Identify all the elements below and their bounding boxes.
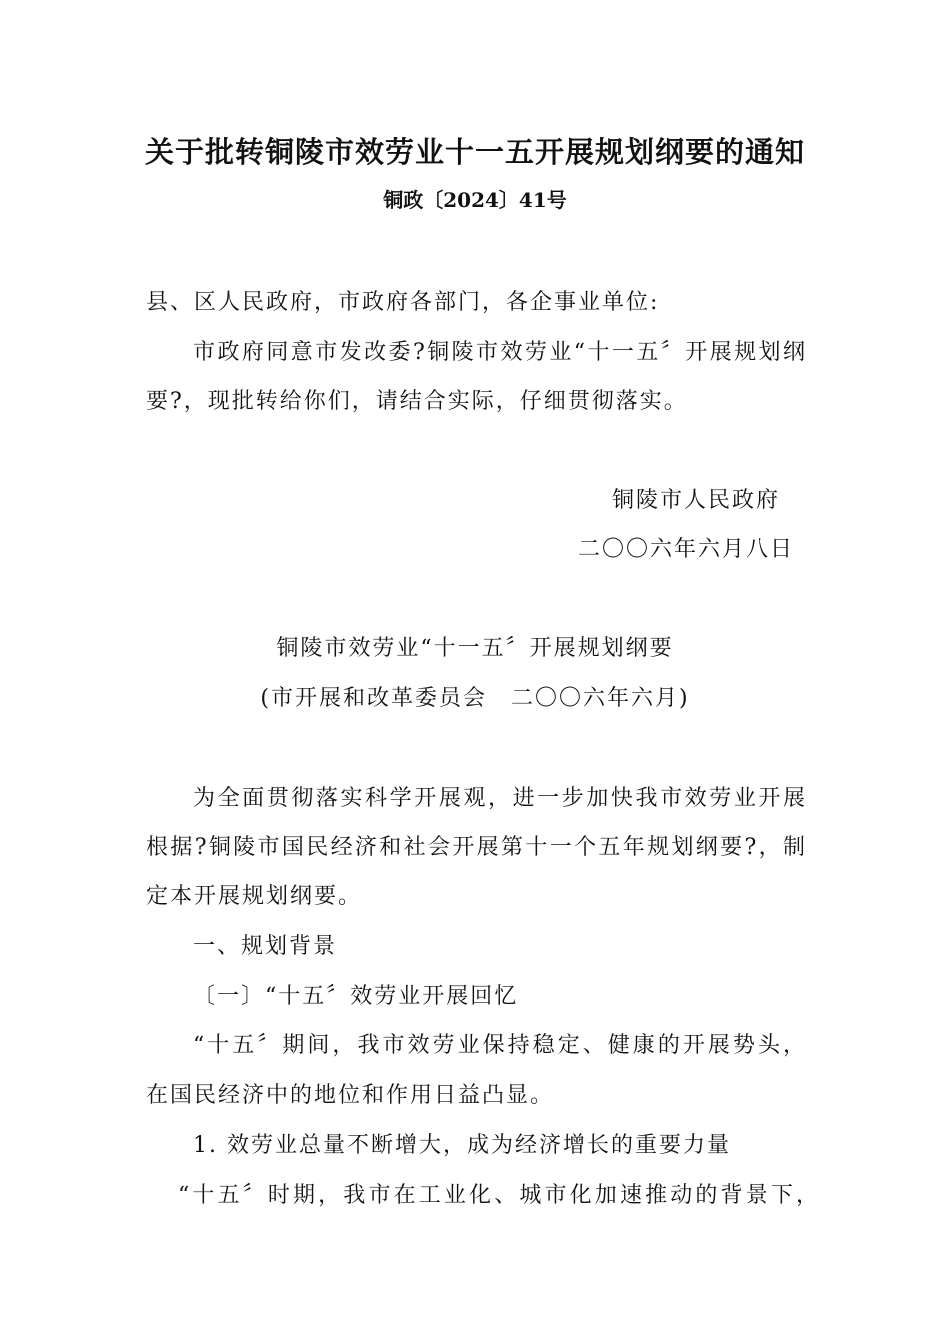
salutation: 县、区人民政府，市政府各部门，各企事业单位: — [146, 290, 660, 315]
signature-date: 二〇〇六年六月八日 — [578, 537, 795, 562]
document-number: 铜政〔2024〕41号 — [383, 188, 567, 212]
intro-line-3: 定本开展规划纲要。 — [146, 884, 363, 909]
intro-line-2: 根据?铜陵市国民经济和社会开展第十一个五年规划纲要?，制 — [146, 835, 805, 860]
notice-body-line-1: 市政府同意市发改委?铜陵市效劳业“十一五〞开展规划纲 — [193, 340, 805, 365]
paragraph-1-line-2: 在国民经济中的地位和作用日益凸显。 — [146, 1083, 555, 1108]
plan-title: 铜陵市效劳业“十一五〞开展规划纲要 — [276, 636, 674, 661]
paragraph-1-line-1: “十五〞期间，我市效劳业保持稳定、健康的开展势头， — [193, 1033, 805, 1058]
intro-line-1: 为全面贯彻落实科学开展观，进一步加快我市效劳业开展 — [193, 786, 805, 811]
notice-title: 关于批转铜陵市效劳业十一五开展规划纲要的通知 — [144, 135, 805, 169]
plan-subtitle: (市开展和改革委员会 二〇〇六年六月) — [260, 686, 690, 711]
section-heading: 一、规划背景 — [193, 934, 338, 959]
notice-body-line-2: 要?，现批转给你们，请结合实际，仔细贯彻落实。 — [146, 389, 688, 414]
signature-issuer: 铜陵市人民政府 — [612, 488, 781, 513]
item-heading: 1. 效劳业总量不断增大，成为经济增长的重要力量 — [193, 1133, 731, 1158]
paragraph-2-line-1: “十五〞时期，我市在工业化、城市化加速推动的背景下， — [178, 1183, 818, 1208]
subsection-heading: 〔一〕“十五〞效劳业开展回忆 — [193, 984, 519, 1009]
